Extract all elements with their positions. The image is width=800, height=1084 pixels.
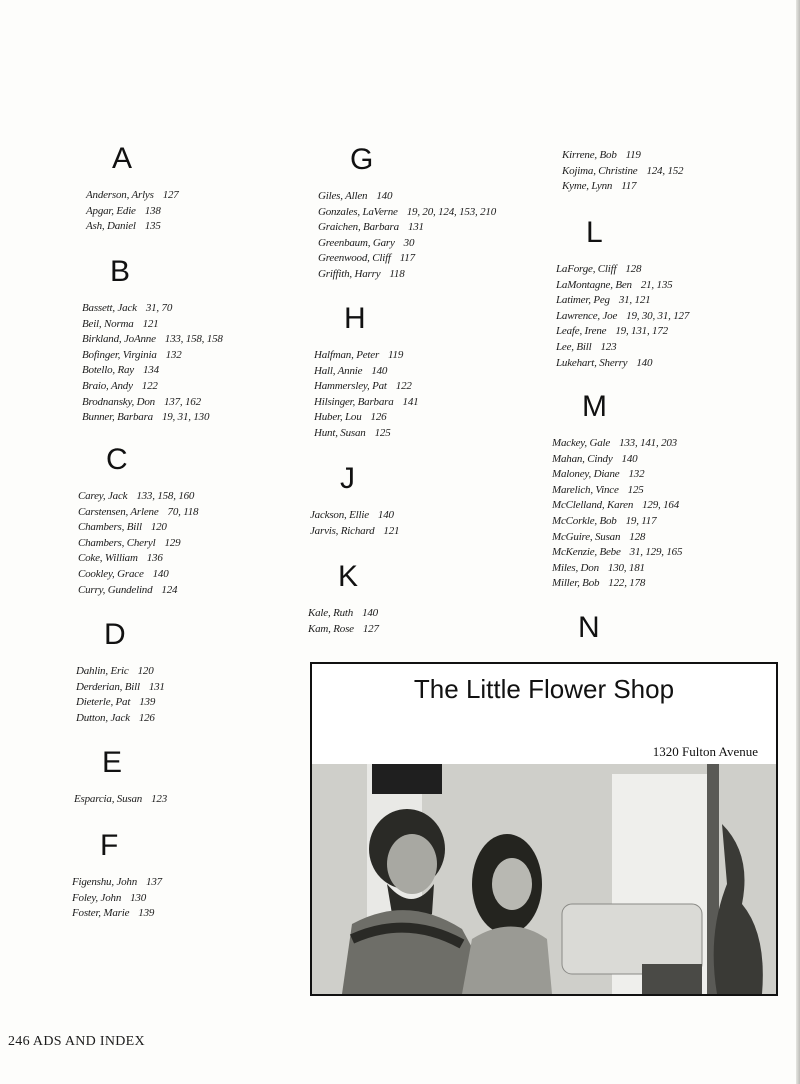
entry-name: Greenbaum, Gary — [318, 236, 395, 249]
index-entry — [76, 680, 165, 696]
entry-name: Mahan, Cindy — [552, 452, 613, 465]
entry-name: Dieterle, Pat — [76, 696, 131, 709]
woman-face — [492, 858, 532, 910]
index-entry — [552, 576, 682, 592]
entry-pages: 132 — [628, 468, 645, 481]
section-letter: C — [106, 443, 128, 476]
entry-name: Mackey, Gale — [552, 437, 611, 449]
index-entry — [318, 205, 496, 221]
index-entry — [552, 514, 682, 530]
entry-name: Hall, Annie — [314, 364, 363, 377]
entry-pages: 19, 131, 172 — [615, 325, 668, 338]
entry-pages: 30 — [403, 236, 415, 249]
index-entry — [318, 251, 496, 267]
index-entry — [82, 332, 223, 348]
index-entry — [314, 426, 418, 442]
entry-pages: 129, 164 — [642, 499, 680, 512]
entry-pages: 133, 158, 158 — [164, 333, 223, 346]
entry-pages: 126 — [138, 711, 155, 724]
entry-name: Kojima, Christine — [562, 164, 638, 177]
entry-pages: 133, 141, 203 — [619, 437, 677, 449]
entry-pages: 128 — [629, 530, 646, 543]
entry-name: McGuire, Susan — [552, 530, 621, 543]
index-entry — [78, 520, 198, 536]
page-folio: 246 ADS AND INDEX — [8, 1034, 145, 1049]
entry-name: Anderson, Arlys — [86, 189, 154, 201]
index-entry — [76, 664, 165, 680]
entry-pages: 139 — [138, 907, 155, 920]
entry-list — [562, 148, 683, 195]
index-entry — [318, 189, 496, 205]
entry-name: Bofinger, Virginia — [82, 348, 157, 361]
entry-name: Graichen, Barbara — [318, 221, 399, 234]
index-entry — [552, 436, 682, 452]
entry-name: Birkland, JoAnne — [82, 333, 156, 346]
index-entry — [310, 524, 399, 540]
entry-name: Brodnansky, Don — [82, 395, 155, 408]
index-entry — [552, 561, 682, 577]
section-letter: G — [350, 143, 374, 176]
entry-list — [76, 664, 165, 726]
entry-name: Gonzales, LaVerne — [318, 205, 398, 218]
index-section-k-continued — [562, 148, 683, 195]
entry-pages: 131 — [407, 221, 424, 234]
index-entry — [82, 379, 223, 395]
index-entry — [82, 301, 223, 317]
entry-name: Latimer, Peg — [556, 294, 610, 307]
entry-name: Giles, Allen — [318, 190, 368, 202]
index-entry — [82, 348, 223, 364]
entry-list — [318, 189, 496, 283]
index-entry — [318, 236, 496, 252]
window-frame-top — [372, 764, 442, 794]
entry-list — [556, 262, 689, 371]
entry-name: Curry, Gundelind — [78, 583, 153, 596]
index-entry — [314, 410, 418, 426]
entry-pages: 117 — [621, 180, 637, 193]
entry-pages: 128 — [625, 263, 642, 275]
entry-name: Hilsinger, Barbara — [314, 395, 394, 408]
entry-pages: 137, 162 — [163, 395, 201, 408]
index-entry — [552, 530, 682, 546]
index-entry — [552, 483, 682, 499]
entry-name: Foley, John — [72, 891, 122, 904]
entry-pages: 125 — [374, 426, 391, 439]
entry-name: Chambers, Bill — [78, 521, 142, 534]
index-entry — [318, 220, 496, 236]
entry-pages: 129 — [164, 536, 181, 549]
index-entry — [82, 363, 223, 379]
entry-name: McCorkle, Bob — [552, 514, 617, 527]
index-section-e — [74, 746, 167, 808]
entry-list — [314, 348, 418, 442]
page-edge — [796, 0, 800, 1084]
entry-pages: 130, 181 — [607, 561, 645, 574]
section-letter: M — [582, 390, 607, 423]
entry-pages: 124 — [161, 583, 178, 596]
entry-pages: 19, 31, 130 — [161, 411, 210, 424]
entry-pages: 140 — [636, 356, 653, 369]
entry-pages: 126 — [370, 411, 387, 424]
entry-name: Greenwood, Cliff — [318, 252, 391, 265]
index-entry — [552, 452, 682, 468]
entry-pages: 122 — [141, 379, 158, 392]
entry-pages: 19, 117 — [625, 514, 657, 527]
entry-pages: 127 — [162, 189, 179, 201]
index-section-a — [86, 142, 179, 235]
entry-pages: 19, 30, 31, 127 — [626, 309, 690, 322]
ad-title: The Little Flower Shop — [413, 674, 675, 704]
entry-pages: 125 — [627, 483, 644, 496]
index-entry — [78, 536, 198, 552]
section-letter: K — [338, 560, 359, 593]
entry-pages: 133, 158, 160 — [136, 490, 195, 502]
section-letter: E — [102, 746, 123, 779]
entry-pages: 124, 152 — [646, 164, 684, 177]
index-entry — [86, 188, 179, 204]
entry-name: Lukehart, Sherry — [556, 356, 628, 369]
entry-pages: 140 — [376, 190, 393, 202]
entry-name: Carey, Jack — [78, 490, 128, 502]
section-letter: J — [340, 462, 355, 495]
entry-name: Kirrene, Bob — [562, 149, 617, 161]
entry-pages: 123 — [151, 793, 167, 805]
index-section-d — [76, 618, 165, 726]
index-entry — [556, 278, 689, 294]
entry-name: Kale, Ruth — [308, 607, 354, 619]
index-entry — [310, 508, 399, 524]
entry-name: Bassett, Jack — [82, 302, 137, 314]
index-entry — [308, 606, 379, 622]
entry-pages: 118 — [389, 267, 405, 280]
index-entry — [556, 324, 689, 340]
entry-list — [308, 606, 379, 637]
index-entry — [78, 551, 198, 567]
index-entry — [562, 164, 683, 180]
entry-name: Foster, Marie — [72, 907, 130, 920]
entry-name: Griffith, Harry — [318, 267, 381, 280]
index-section-j — [310, 462, 399, 539]
index-entry — [556, 293, 689, 309]
index-section-h — [314, 302, 418, 442]
entry-name: Ash, Daniel — [86, 220, 136, 233]
entry-pages: 121 — [142, 317, 159, 330]
entry-pages: 119 — [625, 149, 641, 161]
entry-list — [78, 489, 198, 598]
entry-pages: 137 — [146, 876, 162, 888]
section-letter: H — [344, 302, 366, 335]
entry-name: Jackson, Ellie — [310, 509, 369, 521]
entry-name: Dutton, Jack — [76, 711, 130, 724]
entry-pages: 117 — [399, 252, 415, 265]
entry-pages: 138 — [144, 204, 161, 217]
entry-pages: 140 — [621, 452, 638, 465]
entry-name: Cookley, Grace — [78, 567, 144, 580]
entry-name: Chambers, Cheryl — [78, 536, 156, 549]
index-entry — [78, 505, 198, 521]
entry-pages: 21, 135 — [640, 278, 673, 291]
entry-pages: 134 — [142, 364, 159, 377]
index-entry — [556, 262, 689, 278]
entry-pages: 130 — [130, 891, 147, 904]
entry-name: McKenzie, Bebe — [552, 546, 621, 559]
entry-name: Carstensen, Arlene — [78, 505, 159, 518]
index-entry — [78, 567, 198, 583]
entry-name: Huber, Lou — [314, 411, 362, 424]
index-section-m — [552, 390, 682, 592]
entry-name: Leafe, Irene — [556, 325, 607, 338]
flower-shop-ad — [310, 662, 778, 996]
entry-list — [86, 188, 179, 235]
entry-name: Hammersley, Pat — [314, 380, 387, 393]
index-entry — [552, 467, 682, 483]
index-entry — [82, 317, 223, 333]
entry-list — [552, 436, 682, 592]
entry-list — [310, 508, 399, 539]
entry-pages: 136 — [146, 552, 163, 565]
entry-name: Marelich, Vince — [552, 483, 619, 496]
man-face — [387, 834, 437, 894]
entry-pages: 31, 129, 165 — [629, 546, 683, 559]
index-entry — [552, 545, 682, 561]
entry-name: Bunner, Barbara — [82, 411, 153, 424]
index-section-c — [78, 443, 198, 598]
index-section-g — [318, 143, 496, 283]
ad-photo — [312, 764, 776, 994]
entry-pages: 31, 70 — [145, 302, 173, 314]
entry-name: Jarvis, Richard — [310, 524, 375, 537]
entry-name: Kyme, Lynn — [562, 180, 613, 193]
index-entry — [318, 267, 496, 283]
index-entry — [86, 204, 179, 220]
index-entry — [72, 906, 162, 922]
entry-name: Lawrence, Joe — [556, 309, 618, 322]
entry-list — [82, 301, 223, 426]
entry-name: Kam, Rose — [308, 622, 354, 635]
section-letter: N — [578, 611, 600, 644]
entry-pages: 19, 20, 124, 153, 210 — [406, 205, 497, 218]
entry-pages: 122 — [395, 380, 412, 393]
van-shape — [562, 904, 702, 974]
entry-name: Derderian, Bill — [76, 680, 140, 693]
entry-pages: 140 — [362, 607, 378, 619]
index-entry — [314, 364, 418, 380]
index-section-l — [556, 216, 689, 371]
entry-name: Braio, Andy — [82, 379, 133, 392]
index-entry — [74, 792, 167, 808]
index-entry — [562, 179, 683, 195]
section-letter: A — [112, 142, 133, 175]
ad-address: 1320 Fulton Avenue — [652, 744, 758, 759]
section-letter: D — [104, 618, 126, 651]
entry-name: Botello, Ray — [82, 364, 134, 377]
index-entry — [76, 711, 165, 727]
entry-name: Miles, Don — [552, 561, 599, 574]
entry-pages: 135 — [144, 220, 161, 233]
index-entry — [314, 348, 418, 364]
entry-name: Halfman, Peter — [314, 349, 380, 361]
entry-pages: 140 — [377, 509, 394, 521]
entry-name: McClelland, Karen — [552, 499, 634, 512]
entry-name: Apgar, Edie — [86, 204, 136, 217]
index-section-n — [548, 611, 600, 657]
entry-pages: 131 — [148, 680, 165, 693]
index-entry — [76, 695, 165, 711]
entry-pages: 122, 178 — [608, 577, 646, 590]
index-entry — [82, 395, 223, 411]
entry-name: Miller, Bob — [552, 577, 600, 590]
index-entry — [78, 583, 198, 599]
entry-name: Coke, William — [78, 552, 138, 565]
entry-pages: 127 — [362, 622, 379, 635]
index-entry — [72, 891, 162, 907]
index-entry — [314, 379, 418, 395]
entry-name: Dahlin, Eric — [76, 665, 129, 677]
index-entry — [72, 875, 162, 891]
entry-name: Lee, Bill — [556, 340, 592, 353]
entry-name: Figenshu, John — [72, 876, 138, 888]
entry-name: Beil, Norma — [82, 317, 134, 330]
index-entry — [308, 622, 379, 638]
entry-pages: 121 — [383, 524, 400, 537]
entry-name: LaForge, Cliff — [556, 263, 617, 275]
index-section-f — [72, 829, 162, 922]
section-letter: F — [100, 829, 119, 862]
entry-name: Maloney, Diane — [552, 468, 620, 481]
entry-list — [74, 792, 167, 808]
index-entry — [82, 410, 223, 426]
index-section-k — [308, 560, 379, 637]
index-entry — [556, 340, 689, 356]
section-letter: L — [586, 216, 603, 249]
entry-pages: 140 — [371, 364, 388, 377]
entry-pages: 132 — [165, 348, 182, 361]
entry-name: Esparcia, Susan — [74, 793, 143, 805]
index-section-b — [82, 255, 223, 426]
index-entry — [86, 219, 179, 235]
index-entry — [556, 356, 689, 372]
entry-pages: 120 — [150, 521, 167, 534]
entry-pages: 119 — [388, 349, 404, 361]
ad-photo-illustration — [312, 764, 776, 994]
entry-pages: 140 — [152, 567, 169, 580]
entry-name: Hunt, Susan — [314, 426, 366, 439]
entry-pages: 70, 118 — [167, 505, 199, 518]
entry-pages: 139 — [139, 696, 156, 709]
entry-pages: 123 — [600, 340, 617, 353]
entry-pages: 31, 121 — [618, 294, 651, 307]
entry-list — [72, 875, 162, 922]
entry-name: LaMontagne, Ben — [556, 278, 632, 291]
index-entry — [78, 489, 198, 505]
section-letter: B — [110, 255, 131, 288]
index-entry — [552, 498, 682, 514]
index-entry — [562, 148, 683, 164]
counter-box — [642, 964, 702, 994]
index-entry — [556, 309, 689, 325]
entry-pages: 120 — [137, 665, 154, 677]
entry-pages: 141 — [402, 395, 419, 408]
index-entry — [314, 395, 418, 411]
